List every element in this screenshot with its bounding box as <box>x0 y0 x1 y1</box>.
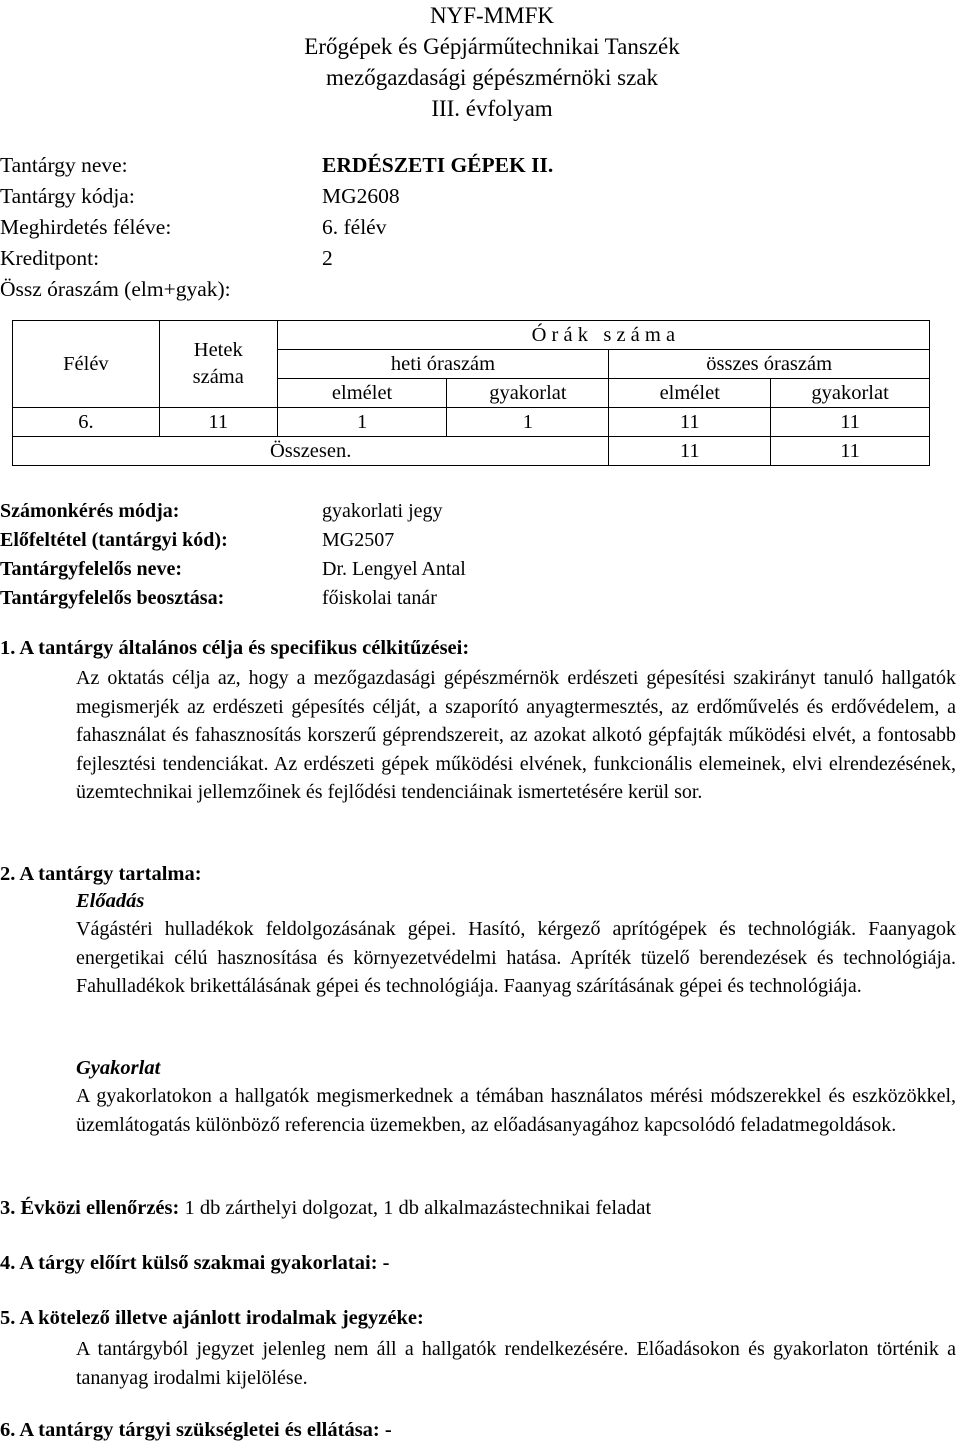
section-3 <box>0 1194 651 1222</box>
semester-header: Félév <box>13 321 160 408</box>
semester-value: 6. félév <box>322 215 387 239</box>
weekly-hours-header: heti óraszám <box>277 350 609 379</box>
course-name-value: ERDÉSZETI GÉPEK II. <box>322 153 554 177</box>
total-hours-label: Össz óraszám (elm+gyak): <box>0 277 231 301</box>
header-faculty: NYF-MMFK <box>430 3 554 28</box>
hours-table <box>12 320 930 466</box>
course-name-label: Tantárgy neve: <box>0 153 128 177</box>
table-row <box>13 408 930 437</box>
position-value: főiskolai tanár <box>322 587 437 609</box>
section-2-title: 2. A tantárgy tartalma: <box>0 863 202 885</box>
cell-weeks: 11 <box>159 408 277 437</box>
practice-subtitle: Gyakorlat <box>76 1057 161 1079</box>
cell-total-theory: 11 <box>609 408 771 437</box>
position-label: Tantárgyfelelős beosztása: <box>0 587 225 609</box>
lecture-text: Vágástéri hulladékok feldolgozásának gépei. Hasító, kérgező aprítógépek és technológiák. Faanyagok energetikai célú hasznosítása és környezetvédelmi hatása. Apríték tüzelő berendezések és technológiája. Fahulladékok brikettálásának gépei és technológiája. Faanyag szárításának gépei és technológiája. <box>76 918 956 998</box>
prerequisite-label: Előfeltétel (tantárgyi kód): <box>0 529 228 551</box>
lecture-subtitle: Előadás <box>76 890 145 912</box>
total-hours-header: összes óraszám <box>609 350 930 379</box>
cell-weekly-theory: 1 <box>277 408 447 437</box>
weeks-header: Hetek száma <box>159 321 277 408</box>
course-info <box>0 150 960 305</box>
cell-weekly-practice: 1 <box>447 408 609 437</box>
cell-total-practice: 11 <box>771 408 930 437</box>
cell-semester: 6. <box>13 408 160 437</box>
section-1-text: Az oktatás célja az, hogy a mezőgazdasági gépészmérnök erdészeti gépesítési szakirányt tanuló hallgatók megismerjék az erdészeti gépesítés célját, a szaporító anyagtermesztés, az erdőművelés és erdővédelem, a fahasználat és fahasznosítás korszerű géprendszereit, az azokat alkotó gépfajták működési elvét, a fontosabb fejlesztési tendenciákat. Az erdészeti gépek működési elvének, funkcionális elemeinek, elvi elrendezésének, üzemtechnikai jellemzőinek és fejlődési tendenciáinak ismertetésére kerül sor. <box>76 667 956 804</box>
table-sum-row <box>13 437 930 466</box>
weekly-theory-header: elmélet <box>277 379 447 408</box>
hours-group-header: Ó r á k s z á m a <box>277 321 929 350</box>
section-4-title: 4. A tárgy előírt külső szakmai gyakorlatai: - <box>0 1252 390 1274</box>
exam-method-label: Számonkérés módja: <box>0 500 180 522</box>
exam-info <box>0 497 960 613</box>
sum-label: Összesen. <box>13 437 609 466</box>
section-1-title: 1. A tantárgy általános célja és specifikus célkitűzései: <box>0 637 470 659</box>
course-code-label: Tantárgy kódja: <box>0 184 135 208</box>
weekly-practice-header: gyakorlat <box>447 379 609 408</box>
section-5-title: 5. A kötelező illetve ajánlott irodalmak jegyzéke: <box>0 1307 424 1329</box>
header-year: III. évfolyam <box>431 96 553 121</box>
header-program: mezőgazdasági gépészmérnöki szak <box>325 65 659 90</box>
section-6-title: 6. A tantárgy tárgyi szükségletei és ellátása: - <box>0 1419 392 1441</box>
practice-text: A gyakorlatokon a hallgatók megismerkednek a témában használatos mérési módszerekkel és eszközökkel, üzemlátogatás különböző referencia üzemekben, az előadásanyagához kapcsolódó feladatmegoldások. <box>76 1085 956 1136</box>
total-practice-header: gyakorlat <box>771 379 930 408</box>
header-department: Erőgépek és Gépjárműtechnikai Tanszék <box>304 34 680 59</box>
total-theory-header: elmélet <box>609 379 771 408</box>
document-header <box>0 0 960 124</box>
prerequisite-value: MG2507 <box>322 529 395 551</box>
responsible-value: Dr. Lengyel Antal <box>322 558 466 580</box>
credit-value: 2 <box>322 246 333 270</box>
sum-theory: 11 <box>609 437 771 466</box>
section-3-title: 3. Évközi ellenőrzés: <box>0 1197 180 1219</box>
responsible-label: Tantárgyfelelős neve: <box>0 558 183 580</box>
credit-label: Kreditpont: <box>0 246 100 270</box>
section-3-text: 1 db zárthelyi dolgozat, 1 db alkalmazástechnikai feladat <box>179 1197 652 1219</box>
exam-method-value: gyakorlati jegy <box>322 500 443 522</box>
section-5-text: A tantárgyból jegyzet jelenleg nem áll a hallgatók rendelkezésére. Előadásokon és gyakorlaton történik a tananyag irodalmi kijelölése. <box>76 1338 956 1389</box>
semester-label: Meghirdetés féléve: <box>0 215 172 239</box>
sum-practice: 11 <box>771 437 930 466</box>
course-code-value: MG2608 <box>322 184 400 208</box>
